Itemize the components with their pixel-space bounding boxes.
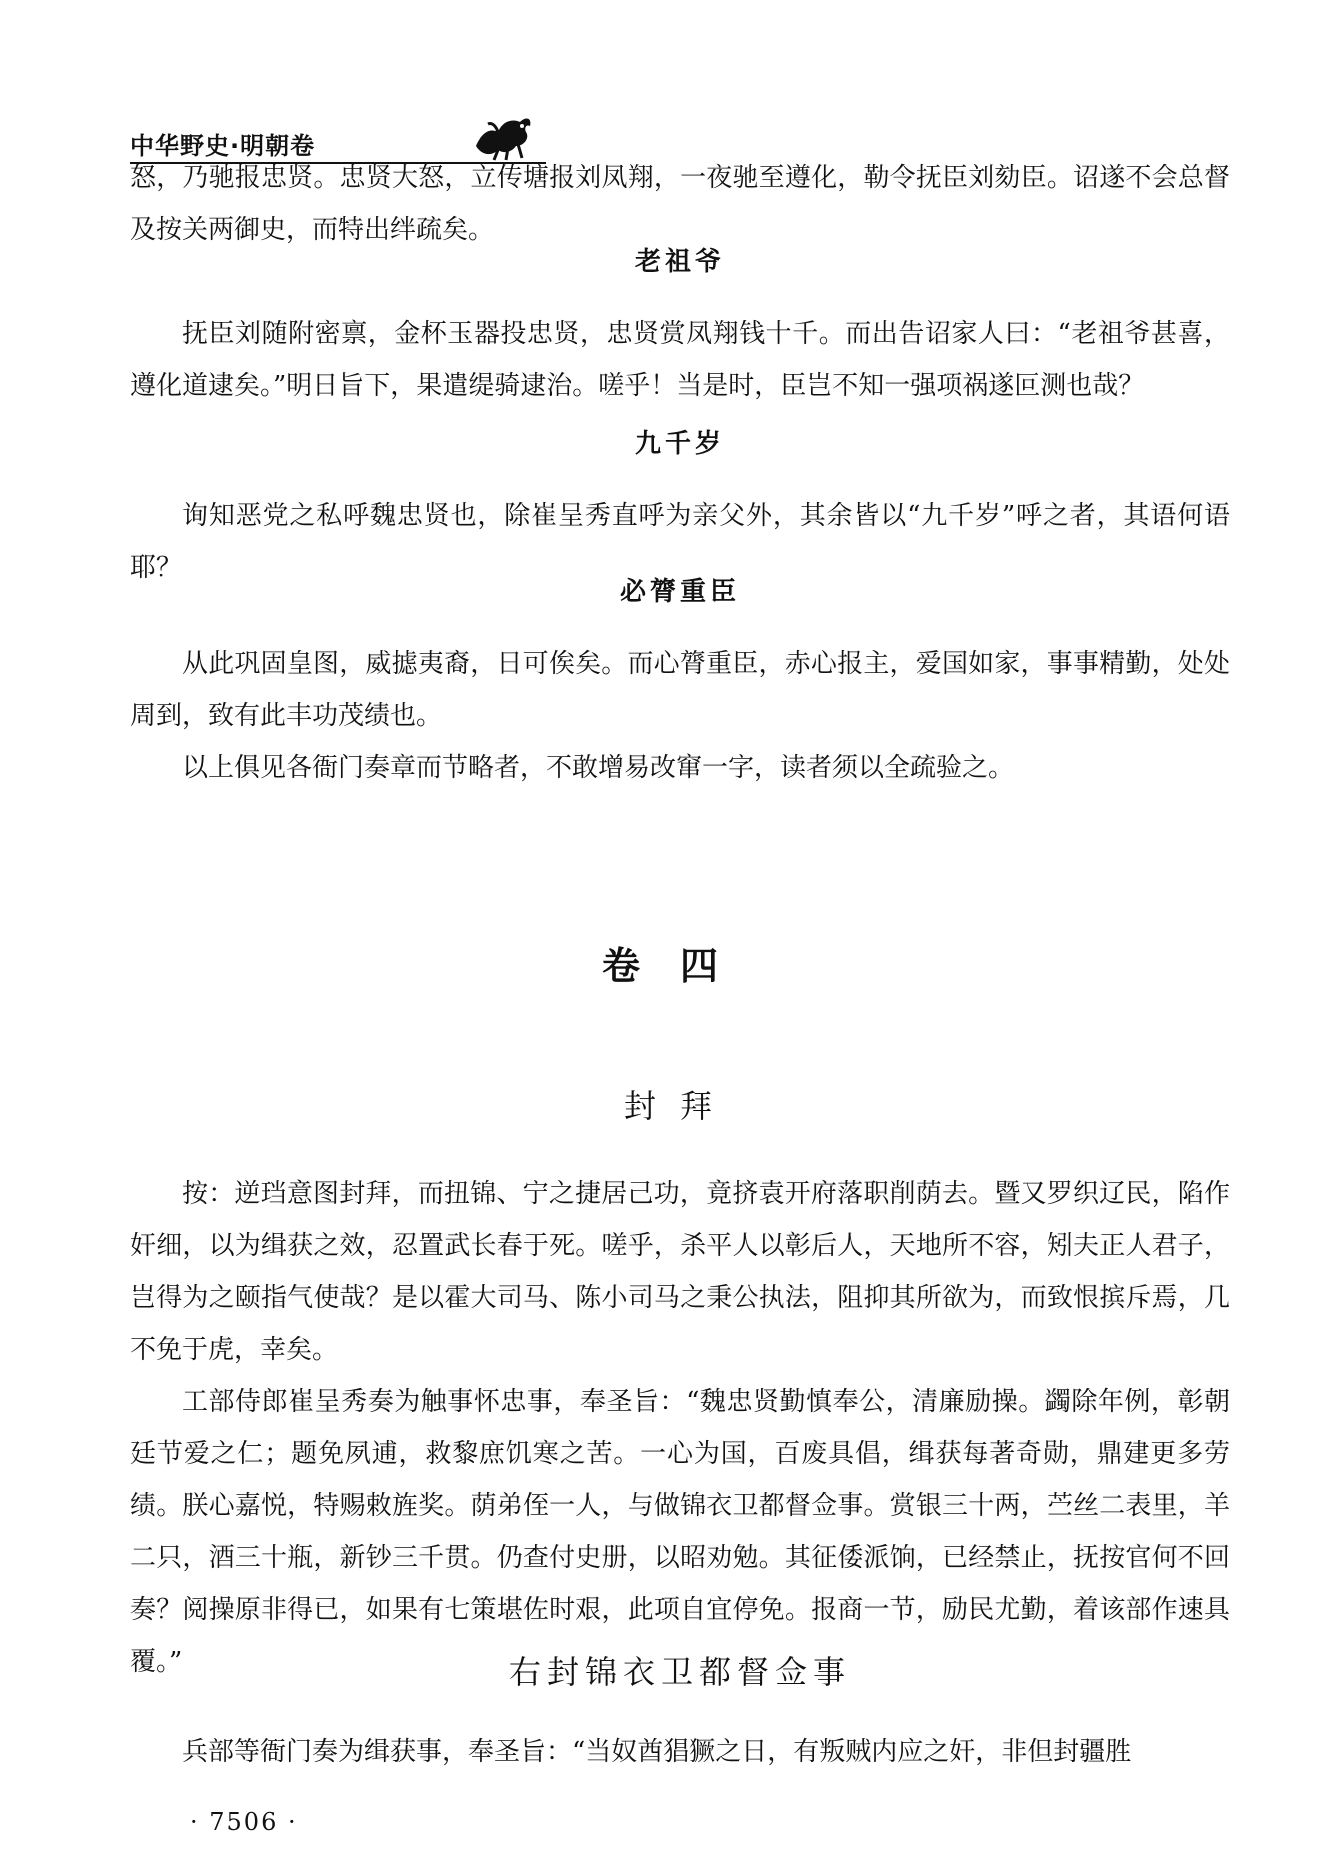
section-heading: 必膂重臣 <box>619 577 740 607</box>
section-laozuye <box>130 236 1230 412</box>
paragraph: 询知恶党之私呼魏忠贤也，除崔呈秀直呼为亲父外，其余皆以“九千岁”呼之者，其语何语耶？ <box>130 501 1230 583</box>
paragraph: 按：逆珰意图封拜，而扭锦、宁之捷居己功，竟挤袁开府落职削荫去。暨又罗织辽民，陷作奸细，以为缉获之效，忍置武长春于死。嗟乎，杀平人以彰后人，天地所不容，矧夫正人君子，岂得为之颐指气使哉？是以霍大司马、陈小司马之秉公执法，阻抑其所欲为，而致恨摈斥焉，几不免于虎，幸矣。 <box>130 1179 1230 1365</box>
volume-title: 卷四 <box>601 944 758 988</box>
section-bilvzhongchen <box>130 566 1230 794</box>
paragraph: 从此巩固皇图，威摅夷裔，日可俟矣。而心膂重臣，赤心报主，爱国如家，事事精勤，处处周到，致有此丰功茂绩也。 <box>130 649 1230 731</box>
section-heading: 九千岁 <box>634 429 725 459</box>
paragraph: 工部侍郎崔呈秀奏为触事怀忠事，奉圣旨：“魏忠贤勤慎奉公，清廉励操。蠲除年例，彰朝廷节爱之仁；题免夙逋，救黎庶饥寒之苦。一心为国，百废具倡，缉获每著奇勋，鼎建更多劳绩。朕心嘉悦，特赐敕旌奖。荫弟侄一人，与做锦衣卫都督佥事。赏银三十两，苎丝二表里，羊二只，酒三十瓶，新钞三千贯。仍查付史册，以昭劝勉。其征倭派饷，已经禁止，抚按官何不回奏？阅操原非得已，如果有七策堪佐时艰，此项自宜停免。报商一节，励民尤勤，着该部作速具覆。” <box>130 1387 1230 1677</box>
page-number: · 7506 · <box>190 1808 298 1836</box>
paragraph: 兵部等衙门奏为缉获事，奉圣旨：“当奴酋猖獗之日，有叛贼内应之奸，非但封疆胜 <box>182 1737 1132 1767</box>
paragraph: 以上俱见各衙门奏章而节略者，不敢增易改窜一字，读者须以全疏验之。 <box>182 753 1015 783</box>
section-heading: 右封锦衣卫都督佥事 <box>508 1653 851 1691</box>
header-title: 中华野史·明朝卷 <box>130 132 316 160</box>
paragraph: 抚臣刘随附密禀，金杯玉器投忠贤，忠贤赏凤翔钱十千。而出告诏家人曰：“老祖爷甚喜，遵化道逮矣。”明日旨下，果遣缇骑逮治。嗟乎！当是时，臣岂不知一强项祸遂叵测也哉？ <box>130 319 1230 401</box>
paragraph: 怒，乃驰报忠贤。忠贤大怒，立传塘报刘凤翔，一夜驰至遵化，勒令抚臣刘劾臣。诏遂不会总督及按关两御史，而特出绊疏矣。 <box>130 163 1230 245</box>
section-fengbai <box>130 1168 1230 1688</box>
section-heading: 封拜 <box>623 1087 736 1125</box>
section-jinyiwei <box>130 1726 1230 1778</box>
section-heading: 老祖爷 <box>634 247 725 277</box>
